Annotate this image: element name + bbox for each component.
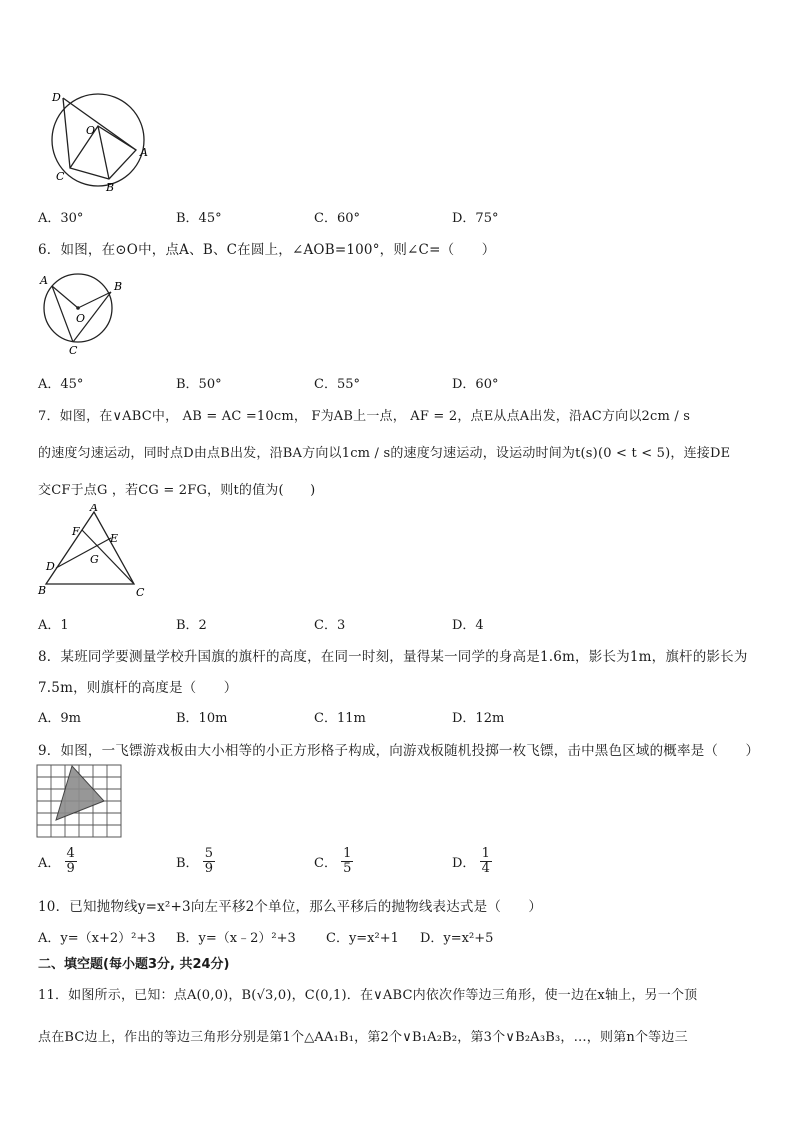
q8-line-1: 8．某班同学要测量学校升国旗的旗杆的高度，在同一时刻，量得某一同学的身高是1.6m，影长为1m，旗杆的影长为 (38, 649, 748, 665)
q7-label-F: F (72, 525, 80, 538)
q10-option-c: C．y=x²+1 (326, 931, 399, 946)
q9-option-a-denominator: 9 (66, 861, 75, 876)
q9-option-c-denominator: 5 (343, 861, 352, 876)
q7-label-D: D (46, 560, 55, 573)
q7-option-b: B．2 (176, 618, 207, 633)
q9-option-b-numerator: 5 (204, 846, 213, 861)
q7-triangle-figure (34, 504, 154, 600)
q9-dartboard-grid (36, 764, 122, 840)
q6-label-O: O (76, 312, 86, 325)
q5-label-O: O (86, 124, 96, 137)
q6-label-C: C (69, 344, 78, 357)
q7-label-B: B (38, 584, 47, 597)
section-heading-fill-in: 二、填空题(每小题3分, 共24分) (38, 957, 230, 972)
q5-label-C: C (56, 170, 65, 183)
q7-label-E: E (110, 532, 119, 545)
q5-label-D: D (52, 91, 61, 104)
q6-stem: 6．如图，在⊙O中，点A、B、C在圆上，∠AOB=100°，则∠C=（ ） (38, 242, 496, 258)
q5-circle-figure (30, 88, 160, 196)
q10-stem: 10．已知抛物线y=x²+3向左平移2个单位，那么平移后的抛物线表达式是（ ） (38, 899, 543, 915)
q9-option-b (176, 847, 215, 876)
q7-label-A: A (90, 504, 98, 514)
q9-stem: 9．如图，一飞镖游戏板由大小相等的小正方形格子构成，向游戏板随机投掷一枚飞镖，击中黑色区域的概率是（ ） (38, 743, 760, 759)
q7-label-G: G (90, 553, 99, 566)
q6-option-d: D．60° (452, 377, 499, 392)
q5-option-a: A．30° (38, 211, 84, 226)
q6-option-a: A．45° (38, 377, 84, 392)
q8-option-a: A．9m (38, 711, 81, 726)
q7-option-a: A．1 (38, 618, 69, 633)
q8-option-c: C．11m (314, 711, 366, 726)
q9-option-d (452, 847, 492, 876)
q9-option-c-label: C． (314, 856, 337, 871)
q10-option-a: A．y=（x+2）²+3 (38, 931, 156, 946)
q9-option-c (314, 847, 353, 876)
q9-option-d-numerator: 1 (481, 846, 490, 861)
q7-line-1: 7．如图，在∨ABC中， AB = AC =10cm， F为AB上一点， AF = 2，点E从点A出发，沿AC方向以2cm / s (38, 409, 691, 424)
q7-option-c: C．3 (314, 618, 346, 633)
q5-label-B: B (106, 181, 115, 194)
q9-option-a-numerator: 4 (66, 846, 75, 861)
q10-option-d: D．y=x²+5 (420, 931, 494, 946)
q7-option-d: D．4 (452, 618, 484, 633)
q9-option-c-numerator: 1 (343, 846, 352, 861)
q5-label-A: A (140, 146, 148, 159)
q5-option-d: D．75° (452, 211, 499, 226)
q9-option-a-label: A． (38, 856, 61, 871)
q6-circle-figure (32, 270, 132, 360)
q6-label-B: B (114, 280, 123, 293)
q9-option-d-label: D． (452, 856, 476, 871)
q9-option-b-label: B． (176, 856, 199, 871)
q8-option-d: D．12m (452, 711, 505, 726)
q11-line-1: 11．如图所示，已知：点A(0,0)，B(√3,0)，C(0,1)．在∨ABC内依次作等边三角形，使一边在x轴上，另一个顶 (38, 988, 698, 1003)
q7-label-C: C (136, 586, 145, 599)
q11-line-2: 点在BC边上，作出的等边三角形分别是第1个△AA₁B₁，第2个∨B₁A₂B₂，第3个∨B₂A₃B₃，…，则第n个等边三 (38, 1030, 688, 1045)
q8-option-b: B．10m (176, 711, 228, 726)
q5-option-b: B．45° (176, 211, 222, 226)
q9-option-d-denominator: 4 (481, 861, 490, 876)
q5-option-c: C．60° (314, 211, 360, 226)
q8-line-2: 7.5m，则旗杆的高度是（ ） (38, 680, 238, 696)
q6-option-c: C．55° (314, 377, 360, 392)
q9-option-b-denominator: 9 (204, 861, 213, 876)
q6-option-b: B．50° (176, 377, 222, 392)
q7-line-3: 交CF于点G ，若CG = 2FG，则t的值为( ) (38, 483, 316, 498)
q9-option-a (38, 847, 77, 876)
q10-option-b: B．y=（x﹣2）²+3 (176, 931, 296, 946)
q7-line-2: 的速度匀速运动，同时点D由点B出发，沿BA方向以1cm / s的速度匀速运动，设运动时间为t(s)(0 < t < 5)，连接DE (38, 446, 731, 461)
q6-label-A: A (40, 274, 48, 287)
